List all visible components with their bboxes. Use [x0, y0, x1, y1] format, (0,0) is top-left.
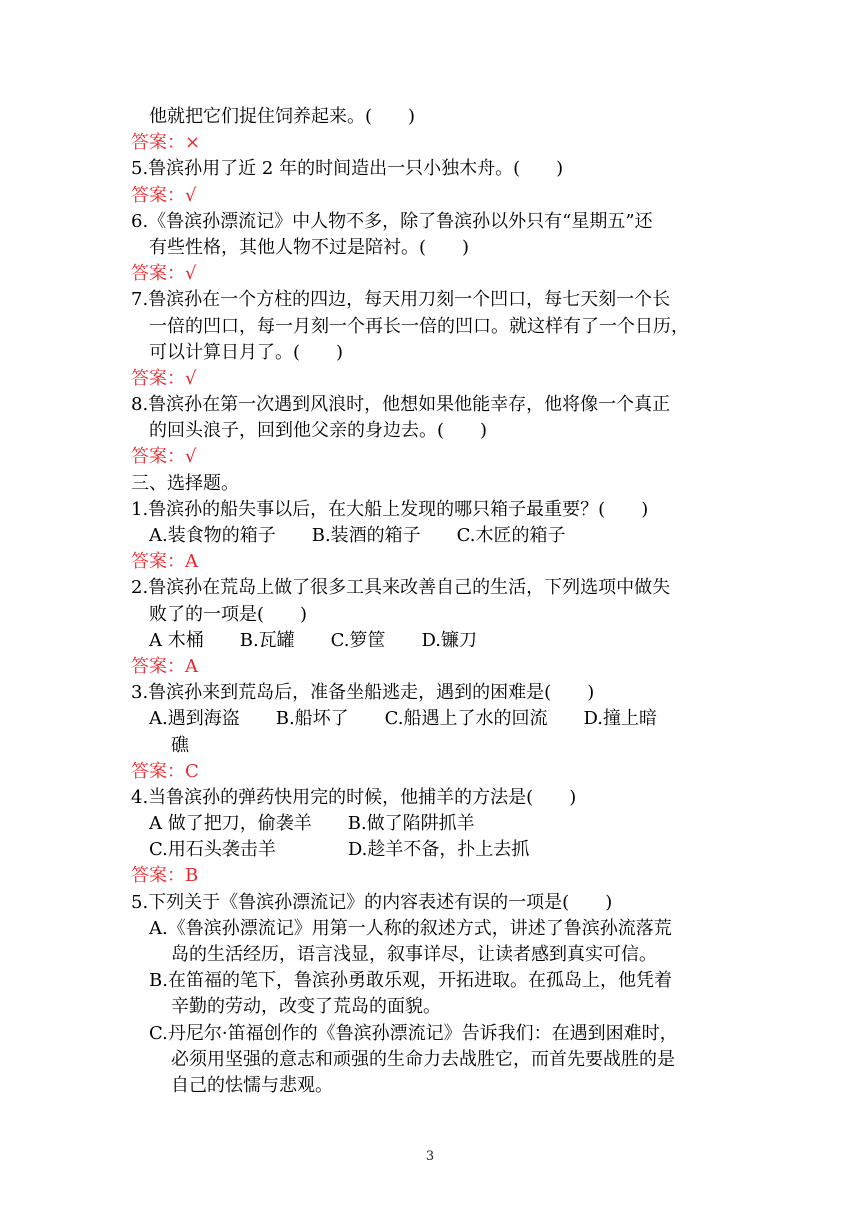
text-line: 岛的生活经历，语言浅显，叙事详尽，让读者感到真实可信。	[171, 944, 657, 965]
answer-line: 答案：×	[131, 132, 201, 154]
text-line: 3.鲁滨孙来到荒岛后，准备坐船逃走，遇到的困难是( )	[131, 682, 595, 704]
text-line: 6.《鲁滨孙漂流记》中人物不多，除了鲁滨孙以外只有“星期五”还	[131, 210, 653, 232]
answer-line: 答案：√	[131, 263, 197, 285]
text-line: A.遇到海盗 B.船坏了 C.船遇上了水的回流 D.撞上暗	[149, 708, 658, 730]
document-body	[131, 104, 736, 1099]
text-line: 一倍的凹口，每一月刻一个再长一倍的凹口。就这样有了一个日历，	[149, 315, 689, 337]
text-line: 礁	[171, 734, 189, 756]
text-line: 三、选择题。	[131, 472, 239, 494]
text-line: 自己的怯懦与悲观。	[171, 1074, 333, 1096]
text-line: 他就把它们捉住饲养起来。( )	[149, 106, 416, 127]
text-line: A.《鲁滨孙漂流记》用第一人称的叙述方式，讲述了鲁滨孙流落荒	[149, 917, 672, 939]
text-line: C.丹尼尔·笛福创作的《鲁滨孙漂流记》告诉我们：在遇到困难时，	[149, 1022, 678, 1044]
text-line: 1.鲁滨孙的船失事以后，在大船上发现的哪只箱子最重要？( )	[131, 498, 649, 520]
text-line: 5.鲁滨孙用了近 2 年的时间造出一只小独木舟。( )	[131, 158, 564, 180]
text-line: A.装食物的箱子 B.装酒的箱子 C.木匠的箱子	[149, 525, 566, 546]
answer-line: 答案：A	[131, 551, 198, 573]
text-line: A 做了把刀，偷袭羊 B.做了陷阱抓羊	[149, 813, 475, 835]
text-line: 有些性格，其他人物不过是陪衬。( )	[149, 236, 470, 258]
text-line: 的回头浪子，回到他父亲的身边去。( )	[149, 420, 488, 442]
text-line: 必须用坚强的意志和顽强的生命力去战胜它，而首先要战胜的是	[171, 1048, 675, 1070]
text-line: 辛勤的劳动，改变了荒岛的面貌。	[171, 996, 441, 1018]
text-line: A 木桶 B.瓦罐 C.箩筐 D.镰刀	[149, 629, 478, 651]
text-line: 4.当鲁滨孙的弹药快用完的时候，他捕羊的方法是( )	[131, 786, 577, 808]
answer-line: 答案：B	[131, 865, 199, 887]
text-line: B.在笛福的笔下，鲁滨孙勇敢乐观，开拓进取。在孤岛上，他凭着	[149, 970, 672, 992]
answer-line: 答案：C	[131, 760, 199, 782]
answer-line: 答案：√	[131, 446, 197, 468]
text-line: 2.鲁滨孙在荒岛上做了很多工具来改善自己的生活，下列选项中做失	[131, 577, 671, 599]
text-line: 败了的一项是( )	[149, 603, 308, 625]
answer-line: 答案：A	[131, 655, 198, 677]
text-line: C.用石头袭击羊 D.趁羊不备，扑上去抓	[149, 839, 530, 861]
text-line: 7.鲁滨孙在一个方柱的四边，每天用刀刻一个凹口，每七天刻一个长	[131, 289, 671, 311]
text-line: 8.鲁滨孙在第一次遇到风浪时，他想如果他能幸存，他将像一个真正	[131, 394, 671, 416]
text-line: 可以计算日月了。( )	[149, 341, 344, 363]
answer-line: 答案：√	[131, 184, 197, 206]
page-number: 3	[425, 1149, 435, 1164]
text-line: 5.下列关于《鲁滨孙漂流记》的内容表述有误的一项是( )	[131, 891, 613, 913]
answer-line: 答案：√	[131, 367, 197, 389]
